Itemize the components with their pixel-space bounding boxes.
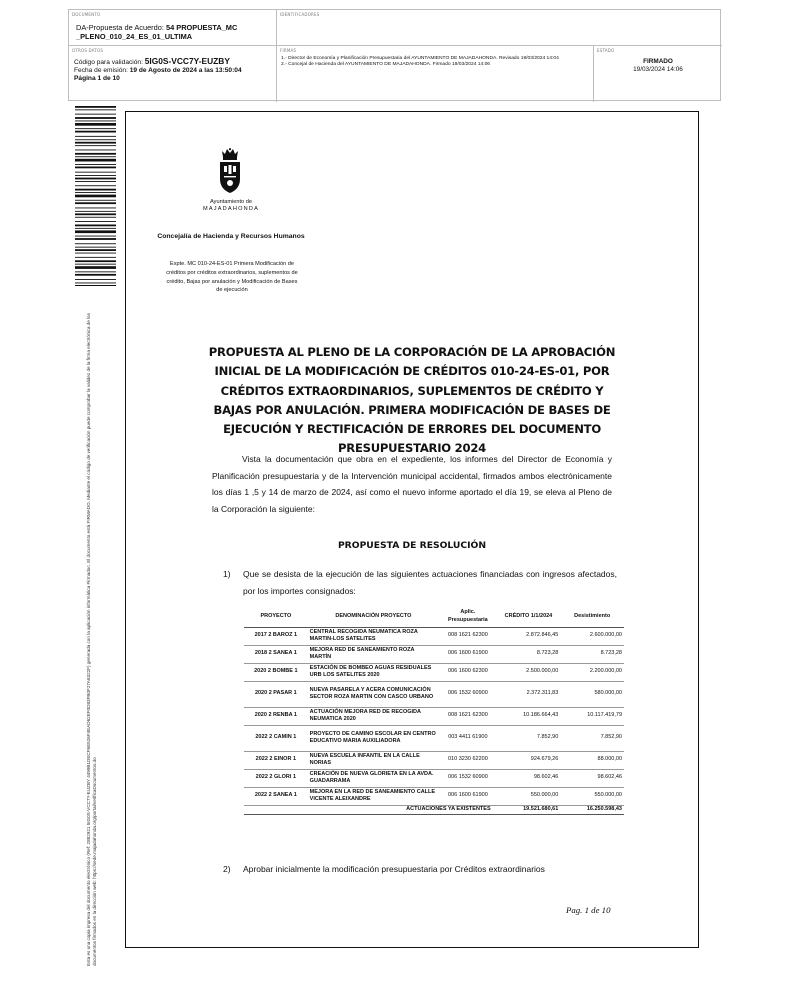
barcode-bar (75, 283, 116, 284)
barcode-bar (75, 181, 116, 182)
cell-desistimiento: 88.000,00 (560, 751, 624, 769)
table-row (244, 707, 624, 725)
total-cell: ACTUACIONES YA EXISTENTES (308, 805, 497, 814)
cell-aplicacion: 010 3230 62200 (439, 751, 497, 769)
table-row (244, 725, 624, 751)
barcode-bar (75, 253, 116, 254)
intro-paragraph: Vista la documentación que obra en el expediente, los informes del Director de Economía y Planificación presupuestaria y de la Intervención municipal accidental, firmados ambos electrónicamente los días 1 ,5 y 14 de marzo de 2024, así como el nuevo informe aportado el día 19, se eleva al Pleno de la Corporación la siguiente: (212, 454, 612, 514)
barcode-bar (75, 264, 116, 265)
table-total-row (244, 805, 624, 814)
cell-desistimiento: 10.117.419,79 (560, 707, 624, 725)
cell-denominacion: NUEVA PASARELA Y ACERA COMUNICACIÓN SECTOR ROZA MARTIN CON CASCO URBANO (308, 681, 439, 707)
signature-2: 2.- Concejal de Hacienda del AYUNTAMIENTO DE MAJADAHONDA. Firmado 19/03/2024 14:06 (281, 62, 491, 68)
resolution-item-2: 2) Aprobar inicialmente la modificación presupuestaria por Créditos extraordinarios (223, 864, 545, 874)
emission-date: 19 de Agosto de 2024 a las 13:50:04 (129, 67, 242, 75)
barcode-icon (75, 106, 116, 286)
barcode-bar (75, 195, 116, 198)
barcode-bar (75, 192, 116, 193)
barcode-bar (75, 128, 116, 129)
barcode-bar (75, 156, 116, 157)
table-row (244, 787, 624, 805)
barcode-bar (75, 136, 116, 137)
barcode-bar (75, 159, 116, 162)
other-data-label: OTROS DATOS (72, 48, 104, 53)
barcode-bar (75, 225, 116, 227)
cell-credito: 924.679,26 (497, 751, 561, 769)
cell-credito: 2.872.846,45 (497, 627, 561, 645)
cell-denominacion: NUEVA ESCUELA INFANTIL EN LA CALLE NORIAS (308, 751, 439, 769)
page-info: Página 1 de 10 (74, 75, 120, 83)
barcode-bar (75, 217, 116, 218)
department-name: Concejalía de Hacienda y Recursos Humanos (157, 233, 305, 240)
table-row (244, 663, 624, 681)
col-desistimiento: Desistimiento (560, 607, 624, 627)
cell-proyecto: 2020 2 BOMBE 1 (244, 663, 308, 681)
barcode-bar (75, 221, 116, 222)
barcode-bar (75, 117, 116, 119)
table-row (244, 751, 624, 769)
cell-desistimiento: 2.200.000,00 (560, 663, 624, 681)
barcode-bar (75, 150, 116, 151)
cell-credito: 550.000,00 (497, 787, 561, 805)
barcode-bar (75, 249, 116, 251)
barcode-bar (75, 230, 116, 233)
barcode-bar (75, 228, 116, 229)
barcode-bar (75, 109, 116, 110)
identifiers-cell (277, 10, 722, 46)
cell-credito: 2.372.311,83 (497, 681, 561, 707)
total-cell: 16.250.598,43 (560, 805, 624, 814)
signature-1: 1.- Director de Economía y Planificación Presupuestaria del AYUNTAMIENTO DE MAJADAHONDA. Revisado 19/03/2024 14:04 (281, 56, 559, 61)
cell-aplicacion: 003 4411 61900 (439, 725, 497, 751)
cell-denominacion: MEJORA RED DE SANEAMIENTO ROZA MARTÍN (308, 645, 439, 663)
barcode-bar (75, 266, 116, 269)
barcode-bar (75, 208, 116, 209)
col-credito: CRÉDITO 1/1/2024 (497, 607, 561, 627)
table-row (244, 769, 624, 787)
col-denominacion: DENOMINACIÓN PROYECTO (308, 607, 439, 627)
barcode-bar (75, 260, 116, 262)
barcode-bar (75, 139, 116, 140)
table-header-row (244, 607, 624, 627)
document-cell (69, 10, 277, 46)
cell-desistimiento: 580.000,00 (560, 681, 624, 707)
cell-aplicacion: 008 1621 62300 (439, 707, 497, 725)
cell-denominacion: MEJORA EN LA RED DE SANEAMIENTO CALLE VICENTE ALEIXANDRE (308, 787, 439, 805)
cell-proyecto: 2022 2 SANEA 1 (244, 787, 308, 805)
cell-credito: 8.723,28 (497, 645, 561, 663)
barcode-bar (75, 178, 116, 180)
signatures-label: FIRMAS (280, 48, 297, 53)
cell-aplicacion: 008 1621 62300 (439, 627, 497, 645)
cell-aplicacion: 006 1600 61900 (439, 787, 497, 805)
cell-credito: 2.500.000,00 (497, 663, 561, 681)
verification-side-note: Esta es una copia impresa del documento electrónico (Ref: 2882921 5IG0S-VCC7Y-EUZBY 4499B1DECF6E526F4EAD62EF0D83FB0F27A6322F) generada con la aplicación informática Firmadoc. El documento está FIRMADO. Mediante el código de verificación puede comprobar la validez de la firma electrónica de los documentos firmados en la dirección web: https://sede.majadahonda.org/portal/verificaDocumentos.do (86, 313, 98, 966)
barcode-bar (75, 271, 116, 272)
cell-proyecto: 2022 2 GLORI 1 (244, 769, 308, 787)
cell-aplicacion: 006 1532 60900 (439, 681, 497, 707)
cell-aplicacion: 006 1600 62300 (439, 663, 497, 681)
barcode-bar (75, 185, 116, 186)
cell-denominacion: CENTRAL RECOGIDA NEUMATICA ROZA MARTIN-LOS SATELITES (308, 627, 439, 645)
cell-credito: 7.852,90 (497, 725, 561, 751)
section-heading: PROPUESTA DE RESOLUCIÓN (337, 540, 487, 551)
barcode-bar (75, 211, 116, 212)
cell-proyecto: 2022 2 EINOR 1 (244, 751, 308, 769)
document-name: DA-Propuesta de Acuerdo: 54 PROPUESTA_MC _PLENO_010_24_ES_01_ULTIMA (76, 23, 238, 41)
cell-denominacion: CREACIÓN DE NUEVA GLORIETA EN LA AVDA. GUADARRAMA (308, 769, 439, 787)
barcode-bar (75, 167, 116, 169)
col-proyecto: PROYECTO (244, 607, 308, 627)
status-date: 19/03/2024 14:06 (633, 66, 683, 73)
cell-desistimiento: 8.723,28 (560, 645, 624, 663)
barcode-bar (75, 172, 116, 173)
other-data-cell: OTROS DATOS Código para validación: 5IG0S-VCC7Y-EUZBY Fecha de emisión: 19 de Agosto de 2024 a las 13:50:04 Página 1 de 10 (69, 46, 277, 102)
signatures-cell (277, 46, 594, 102)
projects-table (244, 607, 624, 815)
document-label: DOCUMENTO (72, 12, 101, 17)
status-label: ESTADO (597, 48, 615, 53)
cell-denominacion: ACTUACIÓN MEJORA RED DE RECOGIDA NEUMATICA 2020 (308, 707, 439, 725)
cell-aplicacion: 006 1600 61900 (439, 645, 497, 663)
validation-code: 5IG0S-VCC7Y-EUZBY (144, 56, 230, 66)
cell-proyecto: 2020 2 PASAR 1 (244, 681, 308, 707)
barcode-bar (75, 106, 116, 108)
document-page (125, 111, 699, 948)
majadahonda-crest-icon (216, 148, 244, 198)
cell-proyecto: 2020 2 RENBA 1 (244, 707, 308, 725)
page-number: Pag. 1 de 10 (566, 905, 611, 915)
barcode-bar (75, 153, 116, 155)
cell-credito: 10.186.664,43 (497, 707, 561, 725)
barcode-bar (75, 243, 116, 244)
cell-desistimiento: 98.602,46 (560, 769, 624, 787)
barcode-bar (75, 142, 116, 144)
total-cell: 19.521.680,61 (497, 805, 561, 814)
cell-desistimiento: 2.600.000,00 (560, 627, 624, 645)
ayuntamiento-logo-text: Ayuntamiento de MAJADAHONDA (202, 199, 260, 212)
file-reference: Expte. MC 010-24-ES-01 Primera Modificación de créditos por créditos extraordinarios, suplementos de crédito, Bajas por anulación y Modificación de Bases de ejecución (166, 261, 298, 294)
status-cell (594, 46, 722, 102)
barcode-bar (75, 123, 116, 126)
empty-cell (244, 805, 308, 814)
cell-desistimiento: 7.852,90 (560, 725, 624, 751)
cell-denominacion: PROYECTO DE CAMINO ESCOLAR EN CENTRO EDUCATIVO MARIA AUXILIADORA (308, 725, 439, 751)
resolution-item-1: 1) Que se desista de la ejecución de las siguientes actuaciones financiadas con ingresos afectados, por los importes consignados: (223, 569, 617, 596)
cell-denominacion: ESTACIÓN DE BOMBEO AGUAS RESIDUALES URB LOS SATELITES 2020 (308, 663, 439, 681)
cell-aplicacion: 006 1532 60900 (439, 769, 497, 787)
table-row (244, 681, 624, 707)
barcode-bar (75, 279, 116, 280)
barcode-bar (75, 257, 116, 258)
barcode-bar (75, 164, 116, 165)
barcode-bar (75, 114, 116, 115)
cell-proyecto: 2018 2 SANEA 1 (244, 645, 308, 663)
barcode-bar (75, 213, 116, 215)
col-aplicacion: Aplic. Presupuestaria (439, 607, 497, 627)
cell-credito: 98.602,46 (497, 769, 561, 787)
table-body (244, 627, 624, 814)
barcode-bar (75, 247, 116, 248)
barcode-bar (75, 274, 116, 276)
barcode-bar (75, 145, 116, 146)
barcode-bar (75, 189, 116, 191)
barcode-bar (75, 121, 116, 122)
barcode-bar (75, 131, 116, 133)
barcode-bar (75, 175, 116, 176)
identifiers-label: IDENTIFICADORES (280, 12, 320, 17)
cell-desistimiento: 550.000,00 (560, 787, 624, 805)
cell-proyecto: 2017 2 BAROZ 1 (244, 627, 308, 645)
signature-metadata-box (68, 9, 721, 101)
table-row (244, 627, 624, 645)
barcode-bar (75, 285, 116, 286)
barcode-bar (75, 238, 116, 240)
cell-proyecto: 2022 2 CAMIN 1 (244, 725, 308, 751)
table-row (244, 645, 624, 663)
barcode-bar (75, 200, 116, 201)
barcode-bar (75, 236, 116, 237)
status-badge: FIRMADO (643, 58, 673, 65)
barcode-bar (75, 202, 116, 204)
page-title: PROPUESTA AL PLENO DE LA CORPORACIÓN DE LA APROBACIÓN INICIAL DE LA MODIFICACIÓN DE CRÉDITOS 010-24-ES-01, POR CRÉDITOS EXTRAORDINARIOS, SUPLEMENTOS DE CRÉDITO Y BAJAS POR ANULACIÓN. PRIMERA MODIFICACIÓN DE BASES DE EJECUCIÓN Y RECTIFICACIÓN DE ERRORES DEL DOCUMENTO PRESUPUESTARIO 2024 (208, 345, 616, 456)
